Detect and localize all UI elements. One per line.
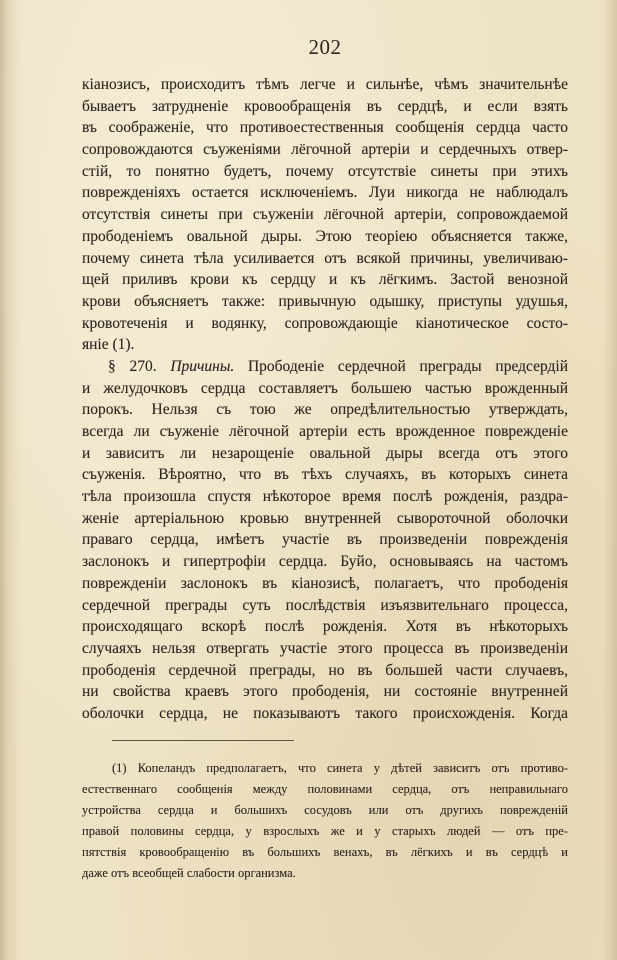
- section-number: § 270.: [108, 357, 157, 375]
- text-line: крови объясняетъ также: привычную одышку, приступы удушья,: [82, 292, 568, 310]
- footnote-line: правой половины сердца, у взрослыхъ же и у старыхъ людей — отъ пре-: [82, 823, 568, 838]
- section-line-text: Прободеніе сердечной преграды предсердій: [247, 357, 569, 375]
- footnote-line: естественнаго сообщенія между половинами сердца, отъ неправильнаго: [82, 781, 568, 796]
- text-line: оболочки сердца, не показываютъ такого происхожденія. Когда: [82, 704, 568, 722]
- text-line: происходящаго вскорѣ послѣ рожденія. Хотя въ нѣкоторыхъ: [82, 618, 568, 636]
- text-line: праваго сердца, имѣетъ участіе въ произведеніи поврежденія: [82, 531, 568, 549]
- text-line: заслонокъ и гипертрофіи сердца. Буйо, основываясь на частомъ: [82, 553, 568, 571]
- text-line: поврежденіяхъ остается исключеніемъ. Луи никогда не наблюдалъ: [82, 184, 568, 202]
- text-line: щей приливъ крови къ сердцу и къ лёгкимъ. Застой венозной: [82, 271, 568, 289]
- text-line: въ соображеніе, что противоестественныя сообщенія сердца часто: [82, 119, 568, 137]
- footnote-line: (1) Копеландъ предполагаетъ, что синета у дѣтей зависитъ отъ противо-: [112, 760, 568, 775]
- text-line: сердечной преграды суть послѣдствія изъязвительнаго процесса,: [82, 596, 568, 614]
- text-line: прободенія сердечной преграды, но въ большей части случаевъ,: [82, 661, 568, 679]
- footnote-line: даже отъ всеобщей слабости организма.: [82, 865, 296, 880]
- text-line: всегда ли съуженіе лёгочной артеріи есть врожденное поврежденіе: [82, 423, 568, 440]
- text-line: поврежденіи заслонокъ въ кіанозисѣ, полагаетъ, что прободенія: [82, 574, 568, 592]
- footnote-line: пятствія кровообращенію въ большихъ венахъ, въ лёгкихъ и въ сердцѣ и: [82, 844, 568, 859]
- text-line: порокъ. Нельзя съ тою же опредѣлительностью утверждать,: [82, 401, 568, 419]
- section-first-line: [82, 356, 568, 378]
- text-line: бываетъ затрудненіе кровообращенія въ сердцѣ, и если взять: [82, 97, 568, 115]
- text-line: отсутствія синеты при съуженіи лёгочной артеріи, сопровождаемой: [82, 206, 568, 224]
- text-line: кровотеченія и водянку, сопровождающіе кіанотическое состо-: [82, 314, 568, 332]
- footnote-rule: [112, 740, 294, 741]
- section-heading: Причины.: [170, 357, 235, 375]
- footnote: [82, 758, 568, 884]
- text-line: случаяхъ нельзя отвергать участіе этого процесса въ произведеніи: [82, 639, 568, 657]
- text-line: тѣла произошла спустя нѣкоторое время послѣ рожденія, раздра-: [82, 488, 568, 506]
- text-line: и желудочковъ сердца составляетъ большею частью врожденный: [82, 379, 568, 397]
- text-line: прободеніемъ овальной дыры. Этою теоріею объясняется также,: [82, 227, 568, 245]
- text-line: яніе (1).: [82, 336, 135, 354]
- text-line: почему синета тѣла усиливается отъ всякой причины, увеличиваю-: [82, 249, 568, 267]
- page-number: 202: [308, 35, 342, 59]
- text-line: кіанозисъ, происходитъ тѣмъ легче и сильнѣе, чѣмъ значительнѣе: [82, 76, 568, 93]
- text-line: женіе артеріальною кровью внутренней сывороточной оболочки: [82, 509, 568, 527]
- main-text: [82, 74, 568, 725]
- footnote-line: устройства сердца и большихъ сосудовъ или отъ другихъ поврежденій: [82, 802, 568, 817]
- text-line: стій, то понятно будетъ, почему отсутствіе синеты при этихъ: [82, 162, 568, 180]
- text-line: и зависитъ ли незарощеніе овальной дыры всегда отъ этого: [82, 444, 568, 462]
- text-line: сопровождаются съуженіями лёгочной артеріи и сердечныхъ отвер-: [82, 141, 568, 159]
- text-line: съуженія. Вѣроятно, что въ тѣхъ случаяхъ, въ которыхъ синета: [82, 466, 568, 484]
- text-line: ни свойства краевъ этого прободенія, ни состояніе внутренней: [82, 683, 568, 701]
